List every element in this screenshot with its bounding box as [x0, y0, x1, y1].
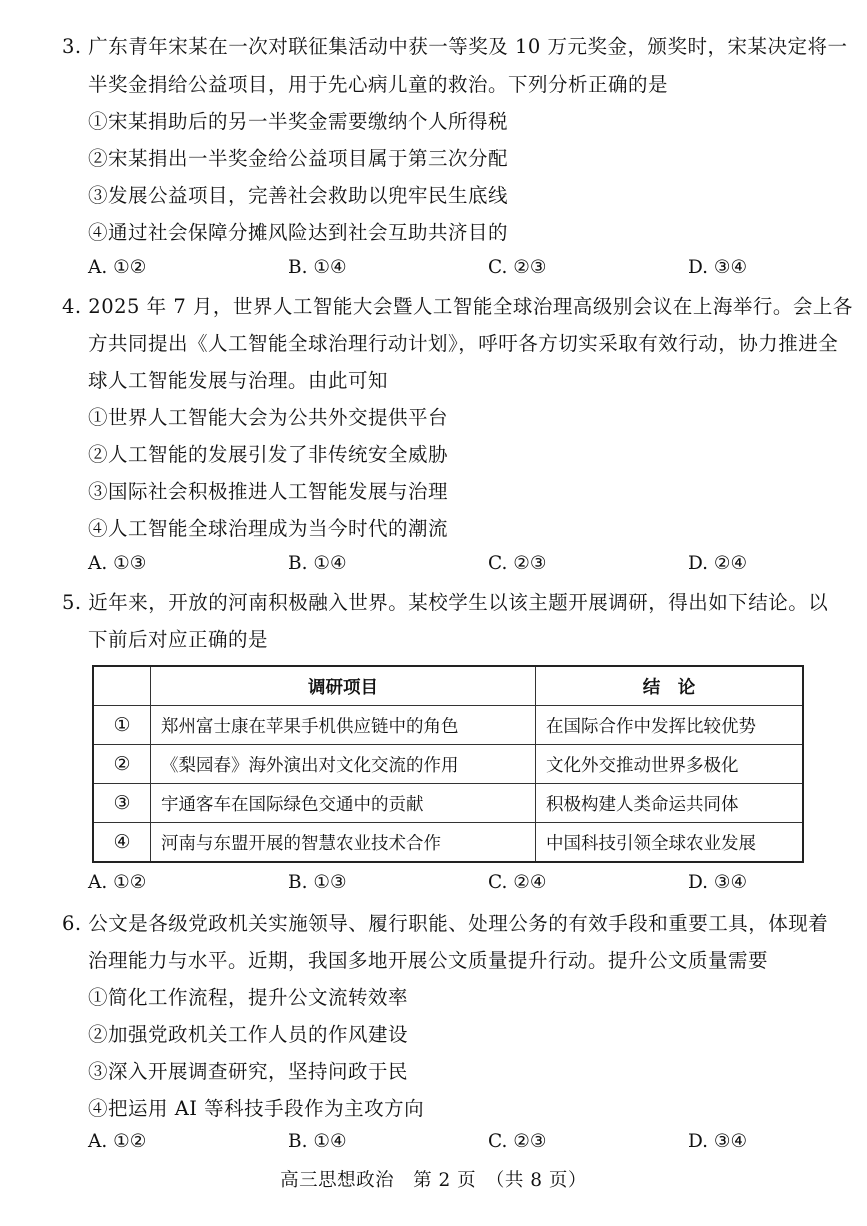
q3-option-d[interactable]: D. ③④	[688, 257, 748, 278]
q6-item-1: ①简化工作流程，提升公文流转效率	[88, 986, 409, 1009]
row-number: ③	[93, 784, 151, 823]
q4-option-a[interactable]: A. ①③	[88, 553, 147, 574]
q4-item-4: ④人工智能全球治理成为当今时代的潮流	[88, 517, 449, 540]
survey-table	[92, 665, 804, 863]
table-header-project: 调研项目	[151, 666, 536, 706]
table-row	[93, 823, 803, 863]
q4-item-1: ①世界人工智能大会为公共外交提供平台	[88, 406, 449, 429]
survey-project: 《梨园春》海外演出对文化交流的作用	[151, 745, 536, 784]
q6-options	[88, 1131, 808, 1157]
q5-stem-line-2: 下前后对应正确的是	[88, 628, 269, 651]
q3-option-b[interactable]: B. ①④	[288, 257, 347, 278]
q5-option-d[interactable]: D. ③④	[688, 872, 748, 893]
q5-option-a[interactable]: A. ①②	[88, 872, 147, 893]
q4-stem-line-2: 方共同提出《人工智能全球治理行动计划》，呼吁各方切实采取有效行动，协力推进全	[88, 332, 839, 355]
q6-item-2: ②加强党政机关工作人员的作风建设	[88, 1023, 409, 1046]
q4-option-c[interactable]: C. ②③	[488, 553, 547, 574]
table-row	[93, 745, 803, 784]
q4-stem-line-3: 球人工智能发展与治理。由此可知	[88, 369, 389, 392]
survey-project: 河南与东盟开展的智慧农业技术合作	[151, 823, 536, 863]
q6-stem-line-2: 治理能力与水平。近期，我国多地开展公文质量提升行动。提升公文质量需要	[88, 949, 769, 972]
survey-project: 宇通客车在国际绿色交通中的贡献	[151, 784, 536, 823]
q3-item-2: ②宋某捐出一半奖金给公益项目属于第三次分配	[88, 147, 509, 170]
q3-item-3: ③发展公益项目，完善社会救助以兜牢民生底线	[88, 184, 509, 207]
q6-option-b[interactable]: B. ①④	[288, 1131, 347, 1152]
q3-item-4: ④通过社会保障分摊风险达到社会互助共济目的	[88, 221, 509, 244]
q4-options	[88, 553, 808, 579]
q4-option-d[interactable]: D. ②④	[688, 553, 748, 574]
q5-stem-line-1: 5. 近年来，开放的河南积极融入世界。某校学生以该主题开展调研，得出如下结论。以	[62, 591, 829, 614]
q3-stem-line-1: 3. 广东青年宋某在一次对联征集活动中获一等奖及 10 万元奖金，颁奖时，宋某决定将一	[62, 35, 848, 58]
table-header-row	[93, 666, 803, 706]
row-number: ④	[93, 823, 151, 863]
q6-item-3: ③深入开展调查研究，坚持问政于民	[88, 1060, 409, 1083]
q6-stem-line-1: 6. 公文是各级党政机关实施领导、履行职能、处理公务的有效手段和重要工具，体现着	[62, 912, 829, 935]
survey-conclusion: 中国科技引领全球农业发展	[536, 823, 804, 863]
survey-project: 郑州富士康在苹果手机供应链中的角色	[151, 706, 536, 745]
page-footer: 高三思想政治 第 2 页 （共 8 页）	[280, 1170, 587, 1191]
q3-options	[88, 257, 808, 283]
table-header-conclusion: 结 论	[536, 666, 804, 706]
survey-conclusion: 积极构建人类命运共同体	[536, 784, 804, 823]
q6-option-c[interactable]: C. ②③	[488, 1131, 547, 1152]
q3-stem-line-2: 半奖金捐给公益项目，用于先心病儿童的救治。下列分析正确的是	[88, 73, 669, 96]
q5-option-b[interactable]: B. ①③	[288, 872, 347, 893]
survey-conclusion: 文化外交推动世界多极化	[536, 745, 804, 784]
q3-option-c[interactable]: C. ②③	[488, 257, 547, 278]
q4-item-2: ②人工智能的发展引发了非传统安全威胁	[88, 443, 449, 466]
row-number: ②	[93, 745, 151, 784]
q4-option-b[interactable]: B. ①④	[288, 553, 347, 574]
q5-options	[88, 872, 808, 898]
q6-option-d[interactable]: D. ③④	[688, 1131, 748, 1152]
row-number: ①	[93, 706, 151, 745]
q6-item-4: ④把运用 AI 等科技手段作为主攻方向	[88, 1097, 425, 1120]
q6-option-a[interactable]: A. ①②	[88, 1131, 147, 1152]
table-header-blank	[93, 666, 151, 706]
q3-option-a[interactable]: A. ①②	[88, 257, 147, 278]
survey-conclusion: 在国际合作中发挥比较优势	[536, 706, 804, 745]
q4-stem-line-1: 4. 2025 年 7 月，世界人工智能大会暨人工智能全球治理高级别会议在上海举行。会上各	[62, 295, 853, 318]
table-row	[93, 784, 803, 823]
q4-item-3: ③国际社会积极推进人工智能发展与治理	[88, 480, 449, 503]
q5-option-c[interactable]: C. ②④	[488, 872, 547, 893]
table-row	[93, 706, 803, 745]
q3-item-1: ①宋某捐助后的另一半奖金需要缴纳个人所得税	[88, 110, 509, 133]
